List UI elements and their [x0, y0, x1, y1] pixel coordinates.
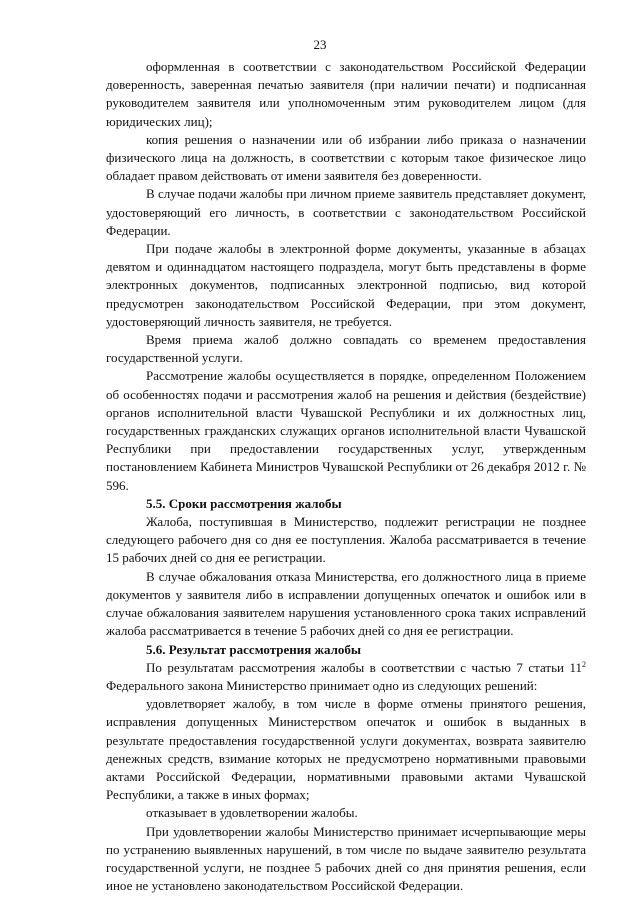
- paragraph: копия решения о назначении или об избрании либо приказа о назначении физического лица на должность, в соответствии с которым такое физическое лицо обладает правом действовать от имени заявителя без доверенности.: [106, 131, 586, 184]
- superscript: 2: [582, 659, 586, 669]
- paragraph: отказывает в удовлетворении жалобы.: [146, 805, 358, 821]
- intro-text-end: Федерального закона Министерство принимает одно из следующих решений:: [106, 677, 538, 693]
- paragraph: При удовлетворении жалобы Министерство принимает исчерпывающие меры по устранению выявленных нарушений, в том числе по выдаче заявителю результата государственной услуги, не позднее 5 рабочих дней со дня принятия решения, если иное не установлено законодательством Российской Федерации.: [106, 823, 586, 894]
- paragraph-intro: [106, 659, 586, 695]
- document-body: [106, 58, 586, 895]
- paragraph: В случае подачи жалобы при личном приеме заявитель представляет документ, удостоверяющий его личность, в соответствии с законодательством Российской Федерации.: [106, 186, 586, 238]
- page-number: 23: [313, 37, 327, 52]
- paragraph: Время приема жалоб должно совпадать со временем предоставления государственной услуги.: [106, 332, 586, 366]
- paragraph: При подаче жалобы в электронной форме документы, указанные в абзацах девятом и одиннадцатом настоящего подраздела, могут быть представлены в форме электронных документов, подписанных электронной подписью, вид которой предусмотрен законодательством Российской Федерации, при этом документ, удостоверяющий личность заявителя, не требуется.: [106, 241, 586, 329]
- paragraph: В случае обжалования отказа Министерства, его должностного лица в приеме документов у заявителя либо в исправлении допущенных опечаток и ошибок или в случае обжалования заявителем нарушения установленного срока таких исправлений жалоба рассматривается в течение 5 рабочих дней со дня ее регистрации.: [106, 568, 586, 639]
- section-heading-5-5: 5.5. Сроки рассмотрения жалобы: [146, 495, 342, 511]
- paragraph: Рассмотрение жалобы осуществляется в порядке, определенном Положением об особенностях подачи и рассмотрения жалоб на решения и действия (бездействие) органов исполнительной власти Чувашской Республики и их должностных лиц, государственных гражданских служащих органов исполнительной власти Чувашской Республики при предоставлении государственных услуг, утвержденным постановлением Кабинета Министров Чувашской Республики от 26 декабря 2012 г. № 596.: [106, 368, 586, 493]
- intro-text-start: По результатам рассмотрения жалобы в соответствии с частью 7 статьи 11: [146, 659, 582, 675]
- paragraph: удовлетворяет жалобу, в том числе в форме отмены принятого решения, исправления допущенных Министерством опечаток и ошибок в выданных в результате предоставления государственной услуги документах, возврата заявителю денежных средств, взимание которых не предусмотрено нормативными правовыми актами Российской Федерации, нормативными правовыми актами Чувашской Республики, а также в иных формах;: [106, 696, 586, 803]
- paragraph: Жалоба, поступившая в Министерство, подлежит регистрации не позднее следующего рабочего дня со дня ее поступления. Жалоба рассматривается в течение 15 рабочих дней со дня ее регистрации.: [106, 514, 586, 566]
- section-heading-5-6: 5.6. Результат рассмотрения жалобы: [146, 641, 362, 657]
- paragraph: оформленная в соответствии с законодательством Российской Федерации доверенность, заверенная печатью заявителя (при наличии печати) и подписанная руководителем заявителя или уполномоченным этим руководителем лицом (для юридических лиц);: [106, 59, 586, 129]
